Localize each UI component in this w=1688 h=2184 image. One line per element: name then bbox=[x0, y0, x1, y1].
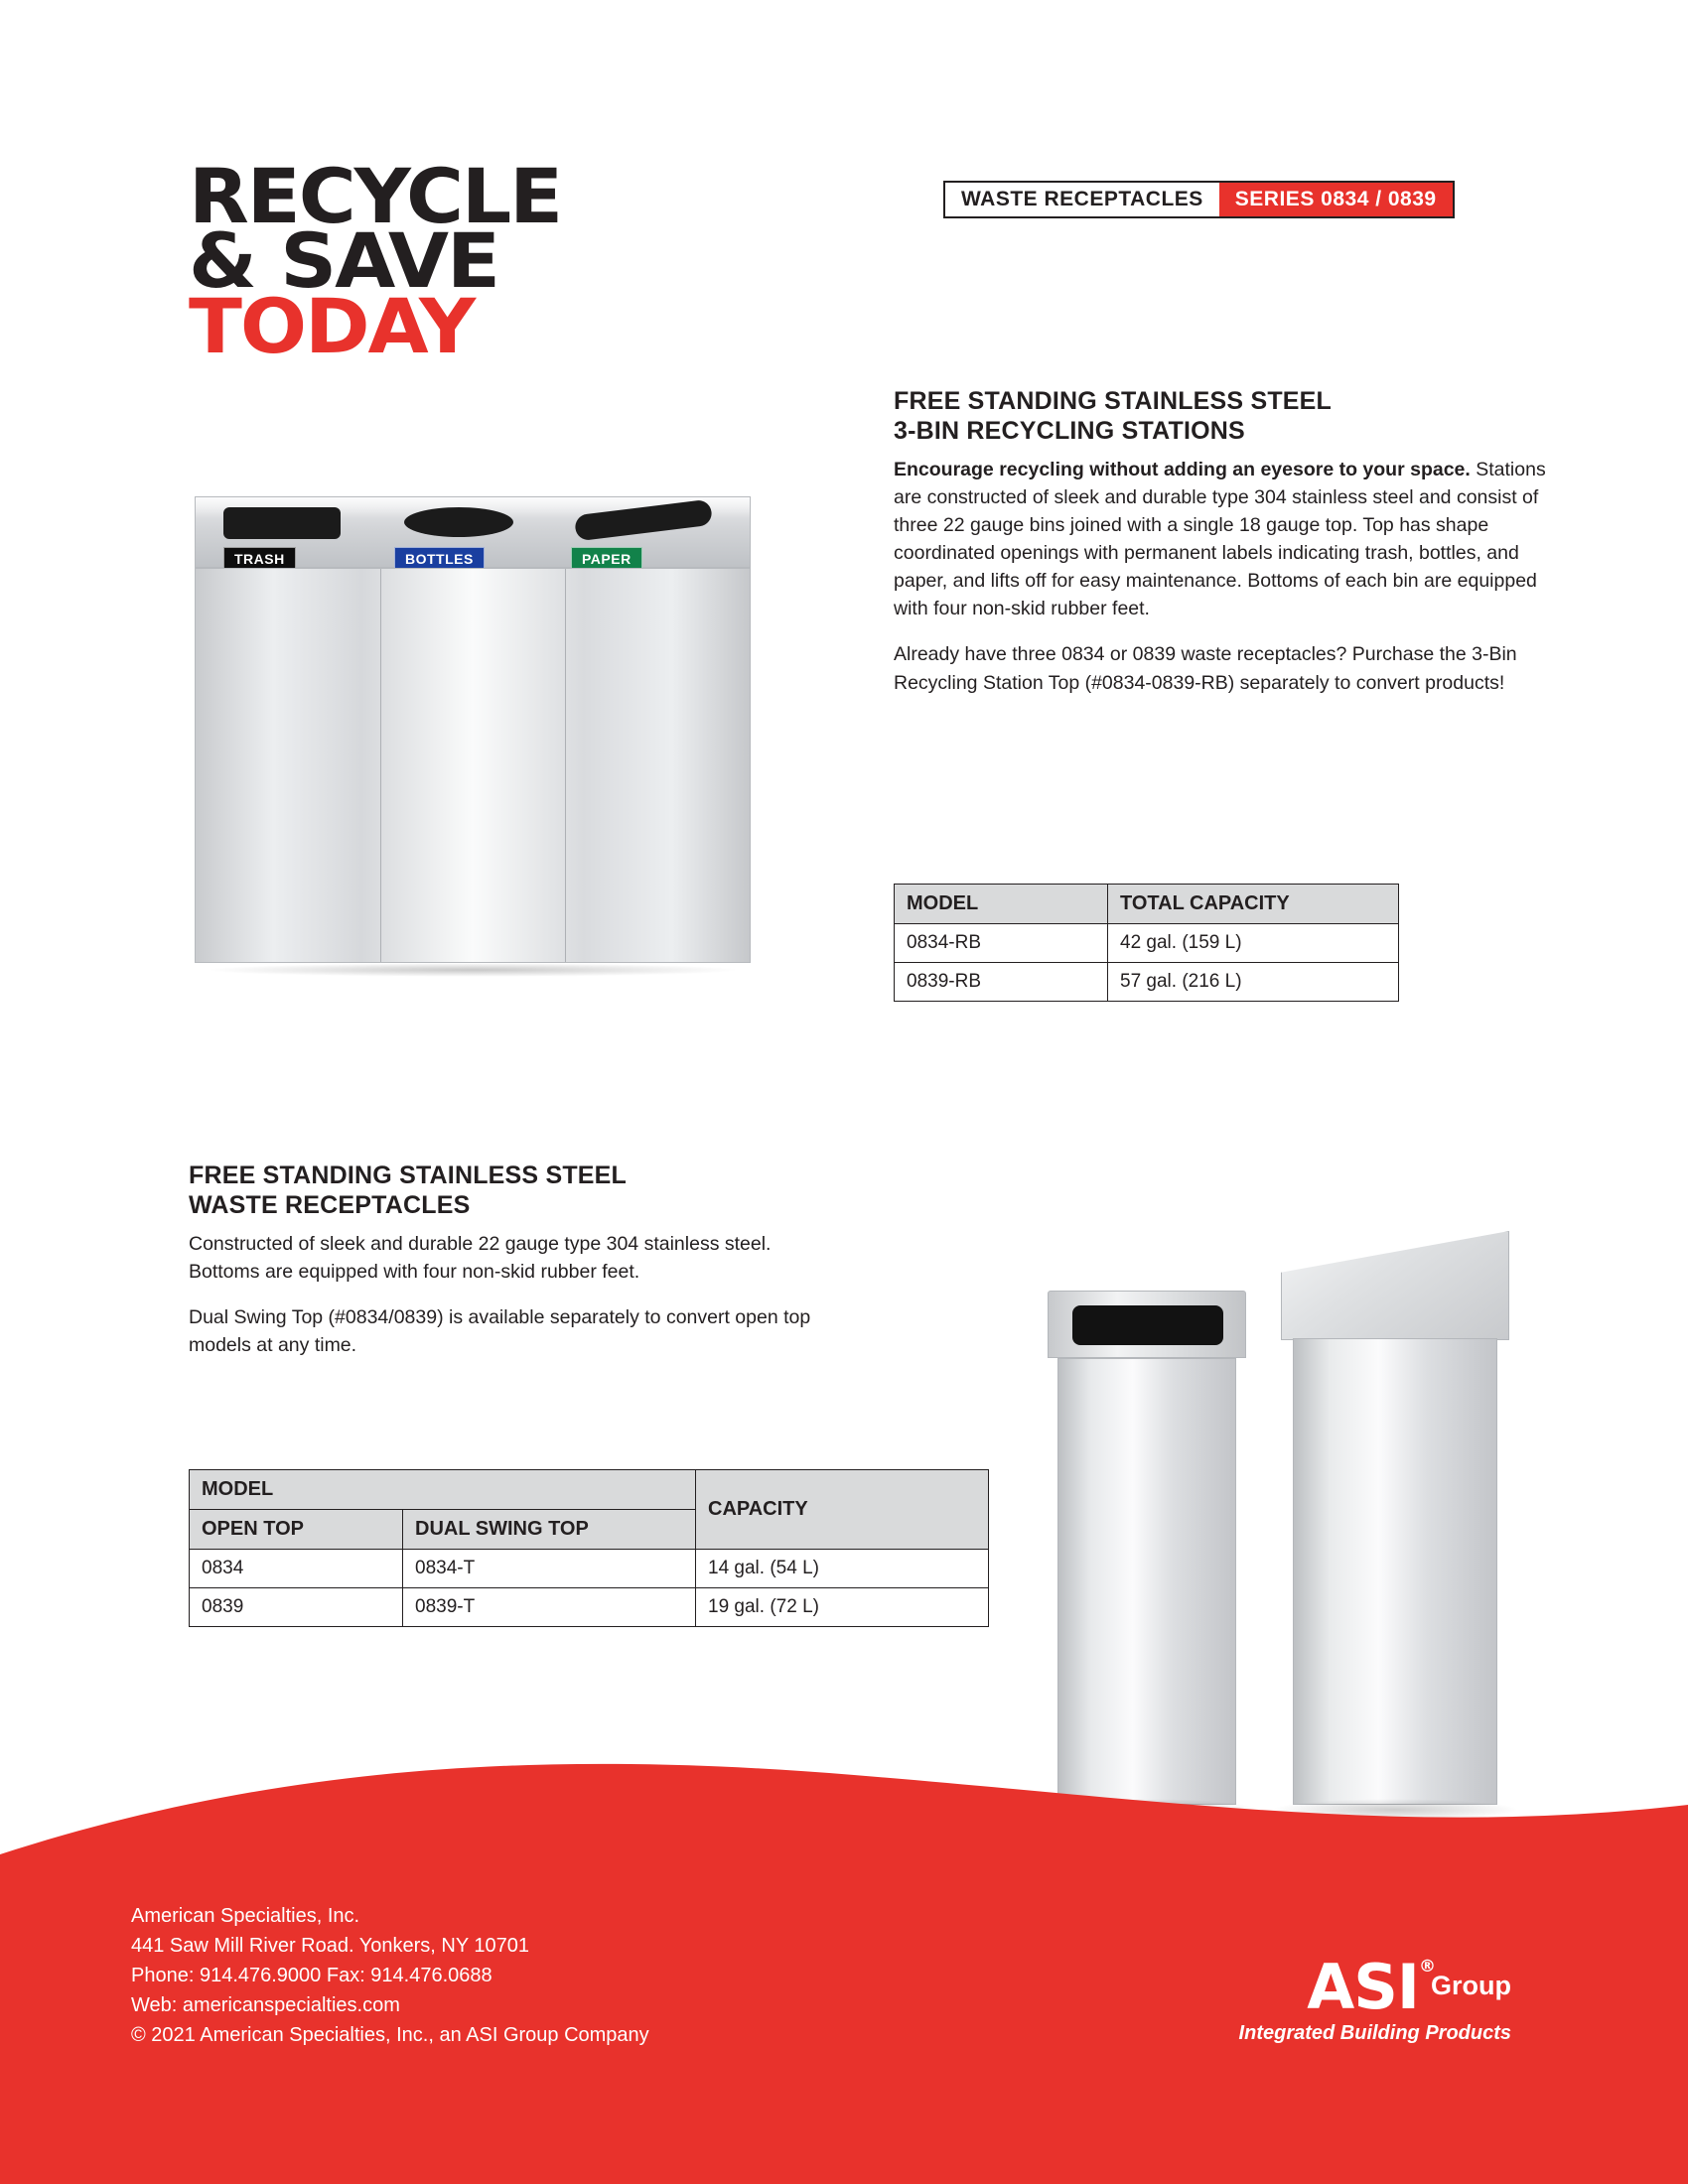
table-row bbox=[190, 1550, 989, 1588]
section1-paragraph-1-bold: Encourage recycling without adding an eyesore to your space. bbox=[894, 459, 1471, 480]
bin-seam-left bbox=[380, 569, 381, 962]
section-recycling-stations bbox=[894, 387, 1569, 715]
trash-label: TRASH bbox=[223, 547, 296, 570]
header-category: WASTE RECEPTACLES bbox=[945, 183, 1219, 216]
section2-paragraph-2: Dual Swing Top (#0834/0839) is available separately to convert open top models at any time. bbox=[189, 1306, 811, 1357]
section-waste-receptacles bbox=[189, 1161, 844, 1377]
trash-opening-icon bbox=[223, 507, 341, 539]
table2-subheader-open-top: OPEN TOP bbox=[190, 1510, 403, 1550]
table-row bbox=[190, 1588, 989, 1627]
section1-title bbox=[894, 387, 1569, 446]
asi-group-text: Group bbox=[1431, 1971, 1511, 2000]
footer-company-info bbox=[131, 1901, 649, 2050]
bin-seam-right bbox=[565, 569, 566, 962]
hero-headline bbox=[189, 152, 562, 370]
registered-trademark-icon: ® bbox=[1419, 1957, 1435, 1977]
table1-r1-capacity: 57 gal. (216 L) bbox=[1108, 963, 1399, 1002]
open-top-rim bbox=[1048, 1291, 1246, 1358]
footer-company-name: American Specialties, Inc. bbox=[131, 1905, 360, 1927]
table1-r0-model: 0834-RB bbox=[895, 924, 1108, 963]
three-bin-recycling-station-image bbox=[195, 496, 761, 1013]
hero-line-1: RECYCLE bbox=[189, 152, 562, 240]
footer-web[interactable]: Web: americanspecialties.com bbox=[131, 1994, 400, 2016]
table-row bbox=[895, 924, 1399, 963]
recycling-station-spec-table bbox=[894, 884, 1399, 1002]
footer-copyright: © 2021 American Specialties, Inc., an ASI Group Company bbox=[131, 2024, 649, 2046]
waste-receptacle-spec-table bbox=[189, 1469, 989, 1627]
table1-header-model: MODEL bbox=[895, 885, 1108, 924]
table2-r0-open-top: 0834 bbox=[190, 1550, 403, 1588]
bottles-label: BOTTLES bbox=[394, 547, 485, 570]
hero-line-2: & SAVE bbox=[189, 216, 498, 306]
hero-line-3: TODAY bbox=[189, 281, 475, 370]
table-header-row bbox=[895, 885, 1399, 924]
asi-wordmark-text: ASI bbox=[1307, 1951, 1419, 2023]
asi-logo bbox=[1238, 1951, 1511, 2045]
section1-title-line1: FREE STANDING STAINLESS STEEL bbox=[894, 387, 1333, 415]
table2-r0-dual-swing: 0834-T bbox=[403, 1550, 696, 1588]
table1-header-capacity: TOTAL CAPACITY bbox=[1108, 885, 1399, 924]
station-ground-shadow bbox=[205, 963, 741, 977]
dual-swing-top-lid bbox=[1281, 1231, 1509, 1340]
asi-tagline: Integrated Building Products bbox=[1238, 2022, 1511, 2044]
station-bins-body bbox=[195, 568, 751, 963]
section1-paragraph-2: Already have three 0834 or 0839 waste receptacles? Purchase the 3-Bin Recycling Station Top (#0834-0839-RB) separately to convert products! bbox=[894, 643, 1517, 694]
section1-title-line2: 3-BIN RECYCLING STATIONS bbox=[894, 416, 1245, 445]
section1-paragraph-1 bbox=[894, 456, 1569, 622]
table2-header-capacity: CAPACITY bbox=[696, 1470, 989, 1550]
table2-r1-open-top: 0839 bbox=[190, 1588, 403, 1627]
table2-header-model-group: MODEL bbox=[190, 1470, 696, 1510]
station-top-panel bbox=[195, 496, 751, 568]
section1-paragraph-1-rest: Stations are constructed of sleek and durable type 304 stainless steel and consist of three 22 gauge bins joined with a single 18 gauge top. Top has shape coordinated openings with permanent labels indicating trash, bottles, and paper, and lifts off for easy maintenance. Bottoms of each bin are equipped with four non-skid rubber feet. bbox=[894, 459, 1546, 620]
bottles-opening-icon bbox=[404, 507, 513, 537]
table1-r0-capacity: 42 gal. (159 L) bbox=[1108, 924, 1399, 963]
section2-title-line1: FREE STANDING STAINLESS STEEL bbox=[189, 1161, 628, 1189]
table-row bbox=[895, 963, 1399, 1002]
paper-label: PAPER bbox=[571, 547, 642, 570]
header-series: SERIES 0834 / 0839 bbox=[1219, 183, 1453, 216]
table2-r1-capacity: 19 gal. (72 L) bbox=[696, 1588, 989, 1627]
footer-address: 441 Saw Mill River Road. Yonkers, NY 10701 bbox=[131, 1935, 529, 1957]
open-top-opening bbox=[1072, 1305, 1223, 1345]
table2-r1-dual-swing: 0839-T bbox=[403, 1588, 696, 1627]
header-badge bbox=[943, 181, 1455, 218]
asi-wordmark bbox=[1307, 1951, 1435, 2023]
table2-subheader-dual-swing-top: DUAL SWING TOP bbox=[403, 1510, 696, 1550]
section2-title-line2: WASTE RECEPTACLES bbox=[189, 1190, 471, 1219]
table2-r0-capacity: 14 gal. (54 L) bbox=[696, 1550, 989, 1588]
section2-title bbox=[189, 1161, 844, 1220]
table-header-row bbox=[190, 1470, 989, 1510]
section2-paragraph-1: Constructed of sleek and durable 22 gauge type 304 stainless steel. Bottoms are equipped with four non-skid rubber feet. bbox=[189, 1233, 772, 1284]
table1-r1-model: 0839-RB bbox=[895, 963, 1108, 1002]
footer-phone-fax: Phone: 914.476.9000 Fax: 914.476.0688 bbox=[131, 1965, 492, 1986]
